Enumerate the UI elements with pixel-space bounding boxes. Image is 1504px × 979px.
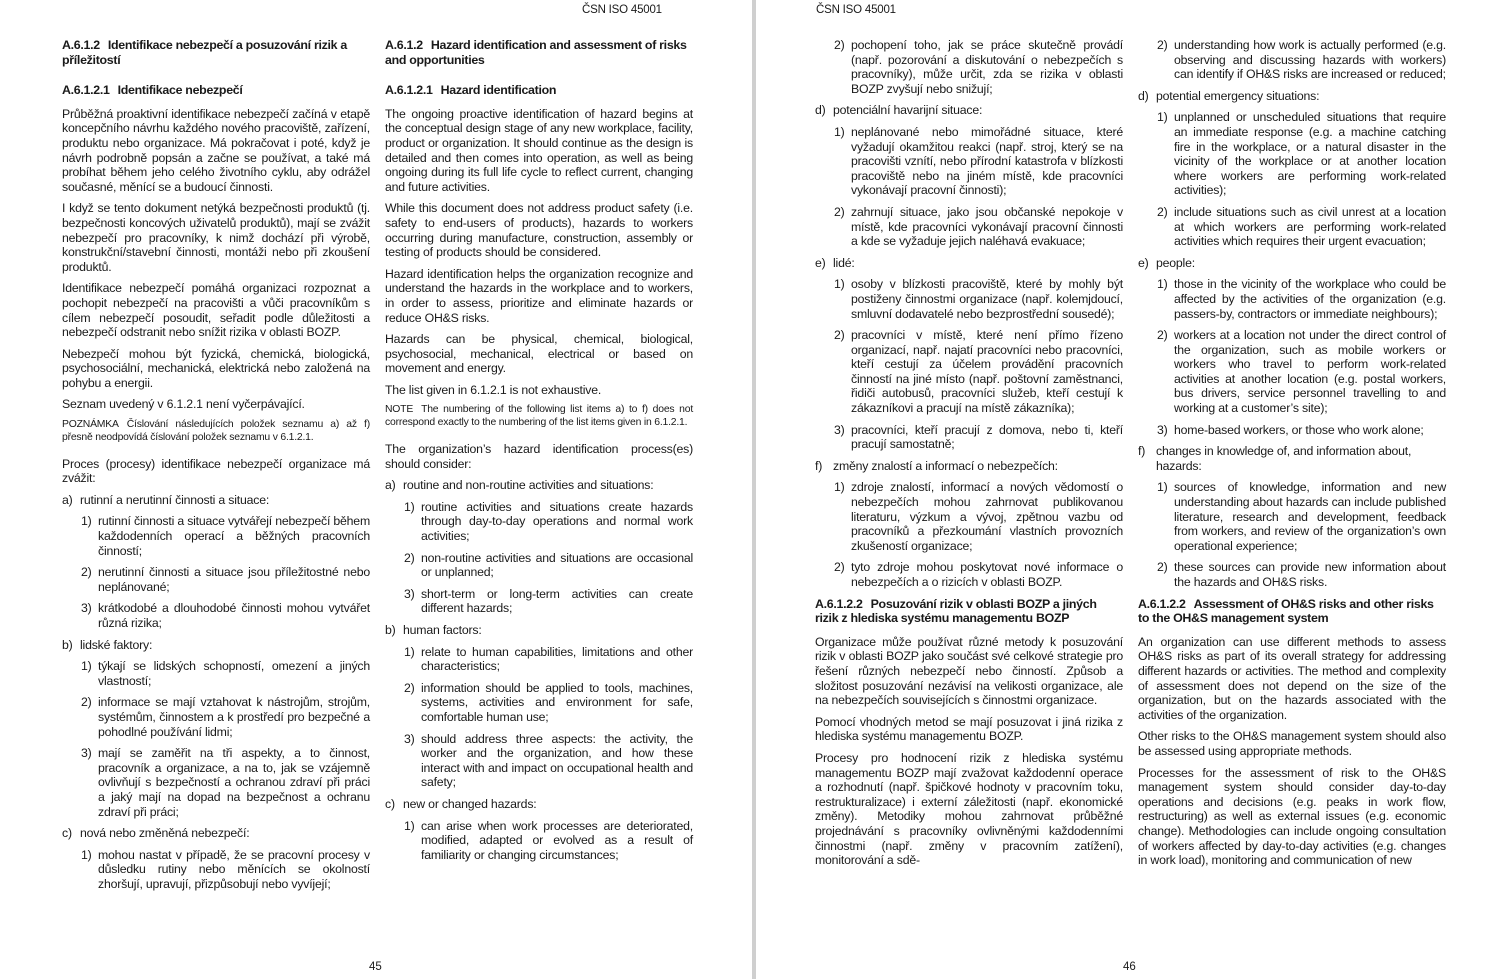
list-item: f) změny znalostí a informací o nebezpečích:	[815, 458, 1058, 473]
paragraph: An organization can use different methods to assess OH&S risks as part of its overall strategy for addressing different hazards or activities. The method and complexity of assessment does not depend on the size of the organization, but on the hazards associated with the activities of the organization.	[1138, 634, 1446, 722]
subsection-heading: A.6.1.2.1 Identifikace nebezpečí	[62, 83, 243, 98]
paragraph: The organization’s hazard identification process(es) should consider:	[385, 442, 693, 471]
subsection-heading: A.6.1.2.2 Posuzování rizik v oblasti BOZP a jiných rizik z hlediska systému managementu BOZP	[815, 596, 1097, 626]
list-item: f) changes in knowledge of, and information about, hazards:	[1138, 444, 1412, 473]
list-item: 1) týkají se lidských schopností, omezení a jiných vlastností;	[81, 659, 370, 688]
paragraph: The ongoing proactive identification of hazard begins at the conceptual design stage of any new workplace, facility, product or organization. It should continue as the design is detailed and then comes into operation, as well as being ongoing during its full life cycle to reflect current, changing and future activities.	[385, 106, 693, 194]
page-number: 46	[1123, 961, 1136, 973]
list-item: 2) informace se mají vztahovat k nástrojům, strojům, systémům, činnostem a k prostředí pro bezpečné a pohodlné používání lidmi;	[81, 695, 370, 739]
paragraph: Seznam uvedený v 6.1.2.1 není vyčerpávající.	[62, 397, 305, 412]
list-item: d) potenciální havarijní situace:	[815, 103, 983, 118]
page-number: 45	[369, 961, 382, 973]
list-item: b) human factors:	[385, 623, 482, 637]
paragraph: The list given in 6.1.2.1 is not exhaustive.	[385, 382, 602, 397]
list-item: 3) short-term or long-term activities can create different hazards;	[404, 586, 693, 616]
czech-column	[62, 38, 370, 899]
list-item: 3) pracovníci, kteří pracují z domova, nebo ti, kteří pracují samostatně;	[834, 422, 1123, 452]
list-item: b) lidské faktory:	[62, 637, 153, 652]
paragraph: Other risks to the OH&S management system should also be assessed using appropriate methods.	[1138, 729, 1446, 758]
paragraph: Hazard identification helps the organization recognize and understand the hazards in the workplace and to workers, in order to assess, prioritize and eliminate hazards or reduce OH&S risks.	[385, 266, 693, 325]
list-item: d) potential emergency situations:	[1138, 88, 1320, 103]
list-item: 2) workers at a location not under the direct control of the organization, such as mobile workers or workers who travel to perform work-related activities at another location (e.g. postal workers, bus drivers, service personnel travelling to and working at a customer’s site);	[1157, 328, 1446, 416]
list-item: c) nová nebo změněná nebezpečí:	[62, 826, 250, 841]
list-item: 3) krátkodobé a dlouhodobé činnosti mohou vytvářet různá rizika;	[81, 601, 370, 630]
paragraph: Procesy pro hodnocení rizik z hlediska systému managementu BOZP mají zvažovat každodenní operace a rozhodnutí (např. špičkové hodnoty v pracovním toku, restrukturalizace) i externí záležitosti (např. ekonomické změny). Metodiky mohou zahrnovat průběžné projednávání s pracovníky ovlivněnými každodenními činnostmi (např. změny v pracovním zatížení), monitorování a sdě-	[815, 750, 1123, 868]
list-item: 2) tyto zdroje mohou poskytovat nové informace o nebezpečích a o rizicích v oblasti BOZP.	[834, 560, 1123, 589]
list-item: 2) pracovníci v místě, které není přímo řízeno organizací, např. najatí pracovníci nebo pracovníci, kteří cestují za účelem provádění pracovních činností na jiné místo (např. poštovní zaměstnanci, řidiči autobusů, pracovníci služeb, kteří cestují k zákazníkovi a pracují na místě zákazníka);	[834, 328, 1123, 416]
list-item: e) people:	[1138, 255, 1195, 270]
list-item: 1) osoby v blízkosti pracoviště, které by mohly být postiženy činnostmi organizace (např. kolemjdoucí, smluvní dodavatelé nebo bezprostřední sousedé);	[834, 277, 1123, 321]
paragraph: I když se tento dokument netýká bezpečnosti produktů (tj. bezpečnosti koncových uživatelů produktů), mají se zvážit nebezpečí pro pracovníky, k nimž dochází při výrobě, konstrukční/stavební činnosti, montáži nebo při zkoušení produktů.	[62, 201, 370, 274]
paragraph: Nebezpečí mohou být fyzická, chemická, biologická, psychosociální, mechanická, elektrická nebo založená na pohybu a energii.	[62, 346, 370, 390]
list-item: 3) home-based workers, or those who work alone;	[1157, 422, 1424, 437]
list-item: 2) information should be applied to tools, machines, systems, activities and environment for safe, comfortable human use;	[404, 680, 693, 724]
paragraph: Processes for the assessment of risk to the OH&S management system should consider day-to-day operations and decisions (e.g. peaks in work flow, restructuring) as well as external issues (e.g. economic change). Methodologies can include ongoing consultation of workers affected by day-to-day activities (e.g. changes in work load), monitoring and communication of new	[1138, 765, 1446, 868]
list-item: 2) nerutinní činnosti a situace jsou příležitostné nebo neplánované;	[81, 565, 370, 594]
list-item: 1) sources of knowledge, information and new understanding about hazards can include published literature, research and development, feedback from workers, and review of the organization’s own operational experience;	[1157, 480, 1446, 553]
czech-column	[815, 38, 1123, 875]
list-item: 2) zahrnují situace, jako jsou občanské nepokoje v místě, kde pracovníci vykonávají pracovní činnosti a kde se vyžaduje jejich naléhavá evakuace;	[834, 204, 1123, 249]
english-column	[1138, 38, 1446, 875]
list-item: 1) those in the vicinity of the workplace who could be affected by the activities of the organization (e.g. passers-by, contractors or immediate neighbours);	[1157, 277, 1446, 321]
list-item: 2) pochopení toho, jak se práce skutečně provádí (např. pozorování a diskutování o nebezpečích s pracovníky), může určit, zda se rizika v oblasti BOZP zvyšují nebo snižují;	[834, 38, 1123, 96]
paragraph: Průběžná proaktivní identifikace nebezpečí začíná v etapě koncepčního návrhu každého nového pracoviště, zařízení, produktu nebo organizace. Má pokračovat i poté, když je návrh podrobně popsán a začne se používat, a také má probíhat během jeho celého životního cyklu, aby odrážel současné, měnící se a budoucí činnosti.	[62, 106, 370, 194]
list-item: 1) unplanned or unscheduled situations that require an immediate response (e.g. a machine catching fire in the workplace, or a natural disaster in the vicinity of the workplace or at another location where workers are performing work-related activities);	[1157, 110, 1446, 198]
list-item: 2) include situations such as civil unrest at a location at which workers are performing work-related activities which requires their urgent evacuation;	[1157, 204, 1446, 249]
note: NOTE The numbering of the following list items a) to f) does not correspond exactly to the numbering of the list items given in 6.1.2.1.	[385, 404, 693, 429]
list-item: 1) neplánované nebo mimořádné situace, které vyžadují okamžitou reakci (např. stroj, který se na pracovišti vznítí, nebo přírodní katastrofa v blízkosti pracoviště nebo na jiném místě, kde pracovníci vykonávají pracovní činnosti);	[834, 124, 1123, 198]
running-head: ČSN ISO 45001	[816, 4, 896, 16]
paragraph: Organizace může používat různé metody k posuzování rizik v oblasti BOZP jako součást své celkové strategie pro řešení různých nebezpečí nebo činností. Způsob a složitost posuzování nezávisí na velikosti organizace, ale na nebezpečích souvisejících s činnostmi organizace.	[815, 634, 1123, 708]
running-head: ČSN ISO 45001	[582, 4, 662, 16]
page-46	[756, 0, 1504, 979]
list-item: c) new or changed hazards:	[385, 796, 537, 811]
list-item: 1) rutinní činnosti a situace vytvářejí nebezpečí během každodenních operací a běžných pracovních činností;	[81, 514, 370, 558]
list-item: 1) zdroje znalostí, informací a nových vědomostí o nebezpečích mohou zahrnovat publikovanou literaturu, výzkum a vývoj, zpětnou vazbu od pracovníků a přezkoumání vlastních provozních zkušeností organizace;	[834, 480, 1123, 553]
list-item: 1) routine activities and situations create hazards through day-to-day operations and normal work activities;	[404, 499, 693, 544]
subsection-heading: A.6.1.2.2 Assessment of OH&S risks and other risks to the OH&S management system	[1138, 596, 1434, 626]
list-item: a) routine and non-routine activities and situations:	[385, 478, 654, 493]
section-heading: A.6.1.2 Hazard identification and assessment of risks and opportunities	[385, 38, 687, 67]
subsection-heading: A.6.1.2.1 Hazard identification	[385, 83, 557, 98]
list-item: 3) should address three aspects: the activity, the worker and the organization, and how these interact with and impact on occupational health and safety;	[404, 731, 693, 790]
section-heading: A.6.1.2 Identifikace nebezpečí a posuzování rizik a příležitostí	[62, 38, 347, 67]
paragraph: While this document does not address product safety (i.e. safety to end-users of products), hazards to workers occurring during manufacture, construction, assembly or testing of products should be considered.	[385, 201, 693, 260]
list-item: e) lidé:	[815, 255, 855, 270]
paragraph: Identifikace nebezpečí pomáhá organizaci rozpoznat a pochopit nebezpečí na pracovišti a vůči pracovníkům s cílem nebezpečí posoudit, seřadit podle důležitosti a nebezpečí odstranit nebo snížit rizika v oblasti BOZP.	[62, 281, 370, 340]
list-item: 2) non-routine activities and situations are occasional or unplanned;	[404, 550, 693, 580]
english-column	[385, 38, 693, 869]
list-item: a) rutinní a nerutinní činnosti a situace:	[62, 492, 270, 507]
list-item: 2) understanding how work is actually performed (e.g. observing and discussing hazards with workers) can identify if OH&S risks are increased or reduced;	[1157, 38, 1446, 82]
paragraph: Hazards can be physical, chemical, biological, psychosocial, mechanical, electrical or based on movement and energy.	[385, 332, 693, 376]
note: POZNÁMKA Číslování následujících položek seznamu a) až f) přesně neodpovídá číslování položek seznamu v 6.1.2.1.	[62, 419, 370, 443]
list-item: 2) these sources can provide new information about the hazards and OH&S risks.	[1157, 560, 1446, 589]
paragraph: Proces (procesy) identifikace nebezpečí organizace má zvážit:	[62, 456, 370, 486]
list-item: 1) mohou nastat v případě, že se pracovní procesy v důsledku rutiny nebo měnících se okolností zhoršují, upravují, přizpůsobují nebo vyvíjejí;	[81, 847, 370, 891]
list-item: 1) relate to human capabilities, limitations and other characteristics;	[404, 644, 693, 674]
list-item: 1) can arise when work processes are deteriorated, modified, adapted or evolved as a result of familiarity or changing circumstances;	[404, 818, 693, 862]
paragraph: Pomocí vhodných metod se mají posuzovat i jiná rizika z hlediska systému managementu BOZP.	[815, 714, 1123, 744]
list-item: 3) mají se zaměřit na tři aspekty, a to činnost, pracovník a organizace, a na to, jak se vzájemně ovlivňují s bezpečností a ochranou zdraví při práci a jaký mají na dopad na bezpečnost a ochranu zdraví při práci;	[81, 746, 370, 819]
